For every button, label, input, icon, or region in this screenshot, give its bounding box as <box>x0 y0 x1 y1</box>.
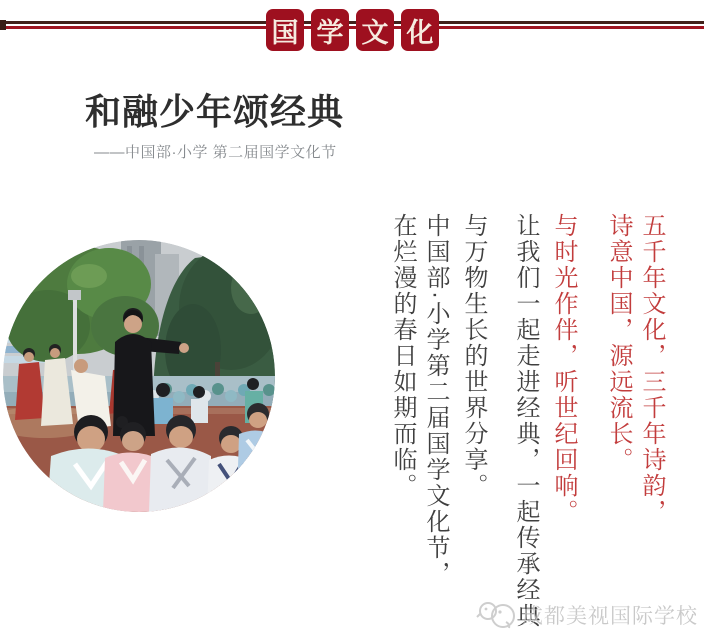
guoxue-badge-1: 国 <box>266 9 304 51</box>
poem-line-1a: 五千年文化，三千年诗韵， <box>638 213 665 525</box>
page-title: 和融少年颂经典 <box>85 91 345 132</box>
guoxue-badge-row <box>266 9 439 51</box>
guoxue-badge-3: 文 <box>356 9 394 51</box>
guoxue-badge-4: 化 <box>401 9 439 51</box>
page-subtitle: ——中国部·小学 第二届国学文化节 <box>94 144 337 161</box>
school-logo-icon <box>476 598 518 632</box>
event-photo-image <box>3 240 275 512</box>
vertical-text-block <box>386 213 668 633</box>
poem-paragraph-3: 让我们一起走进经典，一起传承经典 <box>512 213 539 629</box>
poem-paragraph-6: 在烂漫的春日如期而临。 <box>389 213 416 499</box>
header-rule-cap <box>0 20 6 30</box>
poem-paragraph-2: 与时光作伴，听世纪回响。 <box>550 213 577 525</box>
poem-line-1b: 诗意中国，源远流长。 <box>605 213 632 473</box>
poem-paragraph-4: 与万物生长的世界分享。 <box>460 213 487 499</box>
poem-paragraph-5: 中国部·小学第二届国学文化节， <box>422 213 449 587</box>
guoxue-badge-2: 学 <box>311 9 349 51</box>
poem-paragraph-1 <box>602 213 668 633</box>
event-photo <box>3 240 275 512</box>
watermark <box>476 598 698 632</box>
school-name: 成都美视国际学校 <box>522 605 698 628</box>
